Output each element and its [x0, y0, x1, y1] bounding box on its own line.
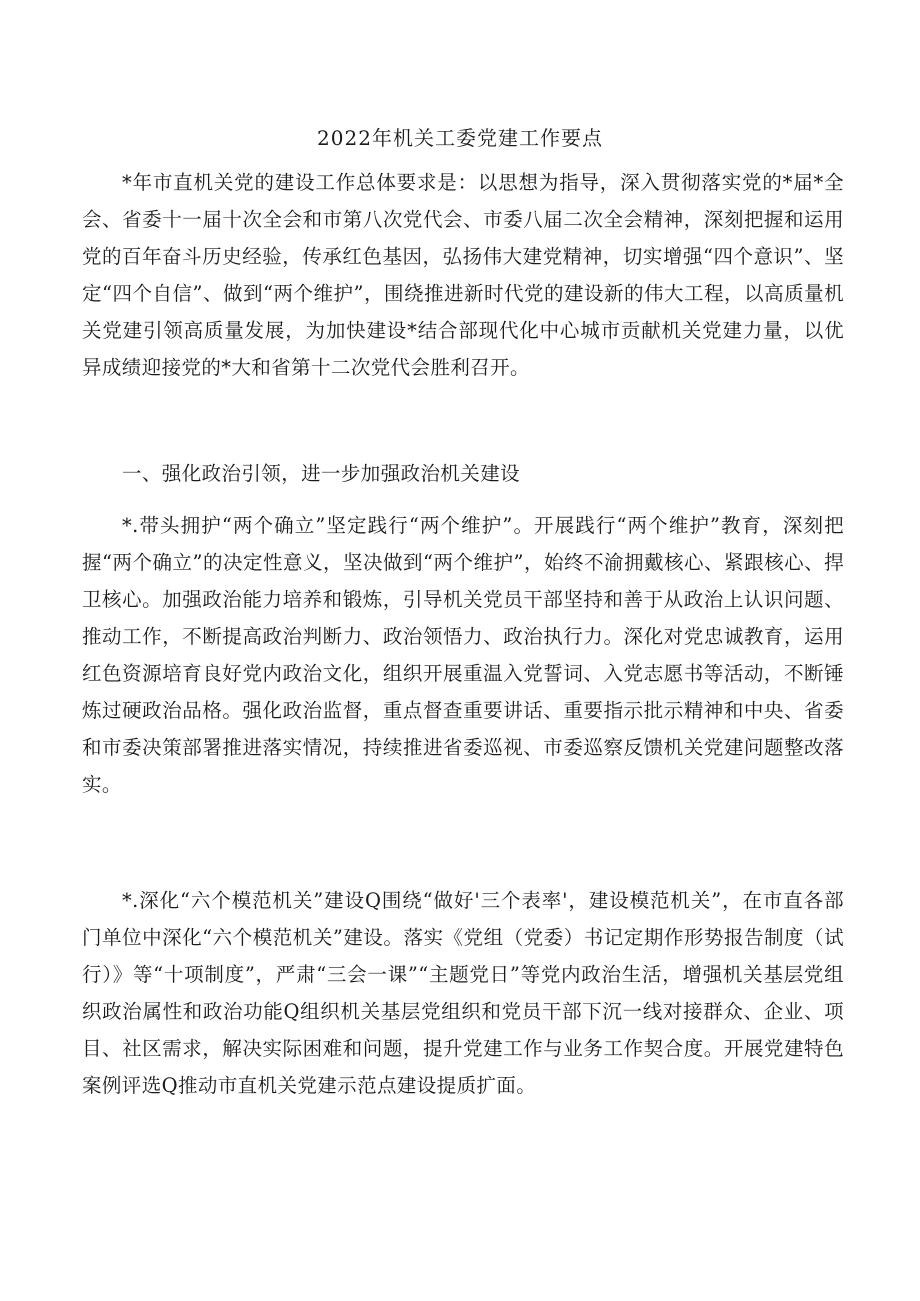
section-heading: 一、强化政治引领，进一步加强政治机关建设 — [122, 462, 521, 485]
item-paragraph: *.深化“六个模范机关”建设Q围绕“做好'三个表率'，建设模范机关”，在市直各部门单位中深化“六个模范机关”建设。落实《党组（党委）书记定期作形势报告制度（试行）》等“十项制度”，严肃“三会一课”“主题党日”等党内政治生活，增强机关基层党组织政治属性和政治功能Q组织机关基层党组织和党员干部下沉一线对接群众、企业、项目、社区需求，解决实际困难和问题，提升党建工作与业务工作契合度。开展党建特色案例评选Q推动市直机关党建示范点建设提质扩面。 — [82, 889, 844, 1097]
intro-paragraph: *年市直机关党的建设工作总体要求是：以思想为指导，深入贯彻落实党的*届*全会、省委十一届十次全会和市第八次党代会、市委八届二次全会精神，深刻把握和运用党的百年奋斗历史经验，传承红色基因，弘扬伟大建党精神，切实增强“四个意识”、坚定“四个自信”、做到“两个维护”，围绕推进新时代党的建设新的伟大工程，以高质量机关党建引领高质量发展，为加快建设*结合部现代化中心城市贡献机关党建力量，以优异成绩迎接党的*大和省第十二次党代会胜利召开。 — [82, 171, 844, 379]
item-paragraph: *.带头拥护“两个确立”坚定践行“两个维护”。开展践行“两个维护”教育，深刻把握“两个确立”的决定性意义，坚决做到“两个维护”，始终不渝拥戴核心、紧跟核心、捍卫核心。加强政治能力培养和锻炼，引导机关党员干部坚持和善于从政治上认识问题、推动工作，不断提高政治判断力、政治领悟力、政治执行力。深化对党忠诚教育，运用红色资源培育良好党内政治文化，组织开展重温入党誓词、入党志愿书等活动，不断锤炼过硬政治品格。强化政治监督，重点督查重要讲话、重要指示批示精神和中央、省委和市委决策部署推进落实情况，持续推进省委巡视、市委巡察反馈机关党建问题整改落实。 — [82, 514, 844, 796]
document-title: 2022年机关工委党建工作要点 — [317, 126, 603, 150]
